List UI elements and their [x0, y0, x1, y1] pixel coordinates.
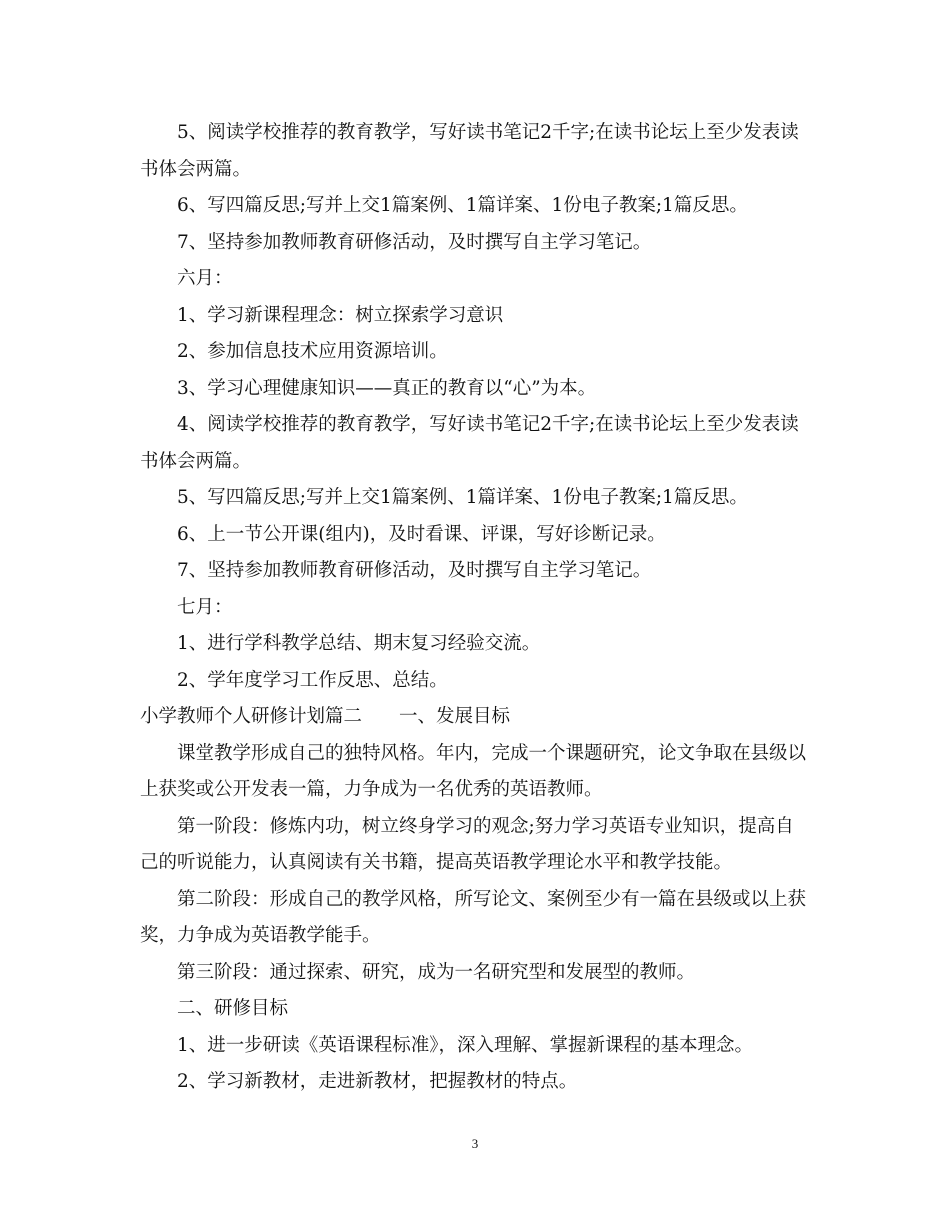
paragraph-line: 1、学习新课程理念：树立探索学习意识 [177, 304, 504, 326]
paragraph-line: 5、阅读学校推荐的教育教学，写好读书笔记2千字;在读书论坛上至少发表读 [177, 122, 799, 143]
month-heading-july: 七月： [177, 596, 233, 618]
page-number: 3 [471, 1136, 479, 1151]
paragraph-line: 第二阶段：形成自己的教学风格，所写论文、案例至少有一篇在县级或以上获 [177, 888, 807, 910]
paragraph-line: 书体会两篇。 [140, 450, 252, 472]
subsection-heading: 二、研修目标 [177, 998, 289, 1019]
paragraph-line: 第一阶段：修炼内功，树立终身学习的观念;努力学习英语专业知识，提高自 [177, 815, 794, 837]
paragraph-line: 6、上一节公开课(组内)，及时看课、评课，写好诊断记录。 [177, 523, 666, 545]
paragraph-line: 1、进行学科教学总结、期末复习经验交流。 [177, 633, 541, 654]
paragraph-line: 7、坚持参加教师教育研修活动，及时撰写自主学习笔记。 [177, 560, 652, 581]
paragraph-line: 1、进一步研读《英语课程标准》，深入理解、掌握新课程的基本理念。 [177, 1034, 754, 1056]
paragraph-line: 2、学年度学习工作反思、总结。 [177, 669, 448, 691]
paragraph-line: 5、写四篇反思;写并上交1篇案例、1篇详案、1份电子教案;1篇反思。 [177, 487, 748, 508]
paragraph-line: 己的听说能力，认真阅读有关书籍，提高英语教学理论水平和教学技能。 [140, 852, 733, 873]
paragraph-line: 7、坚持参加教师教育研修活动，及时撰写自主学习笔记。 [177, 231, 652, 253]
paragraph-line: 2、参加信息技术应用资源培训。 [177, 341, 448, 362]
paragraph-line: 2、学习新教材，走进新教材，把握教材的特点。 [177, 1071, 578, 1092]
paragraph-line: 第三阶段：通过探索、研究，成为一名研究型和发展型的教师。 [177, 961, 696, 983]
paragraph-line: 上获奖或公开发表一篇，力争成为一名优秀的英语教师。 [140, 779, 603, 800]
month-heading-june: 六月： [177, 268, 233, 289]
section-title: 小学教师个人研修计划篇二 一、发展目标 [140, 706, 511, 727]
paragraph-line: 书体会两篇。 [140, 158, 252, 180]
paragraph-line: 奖，力争成为英语教学能手。 [140, 925, 381, 946]
document-body [140, 115, 812, 1101]
paragraph-line: 4、阅读学校推荐的教育教学，写好读书笔记2千字;在读书论坛上至少发表读 [177, 414, 799, 435]
paragraph-line: 6、写四篇反思;写并上交1篇案例、1篇详案、1份电子教案;1篇反思。 [177, 195, 748, 216]
paragraph-line: 课堂教学形成自己的独特风格。年内，完成一个课题研究，论文争取在县级以 [177, 742, 807, 764]
paragraph-line: 3、学习心理健康知识——真正的教育以“心”为本。 [177, 377, 597, 399]
